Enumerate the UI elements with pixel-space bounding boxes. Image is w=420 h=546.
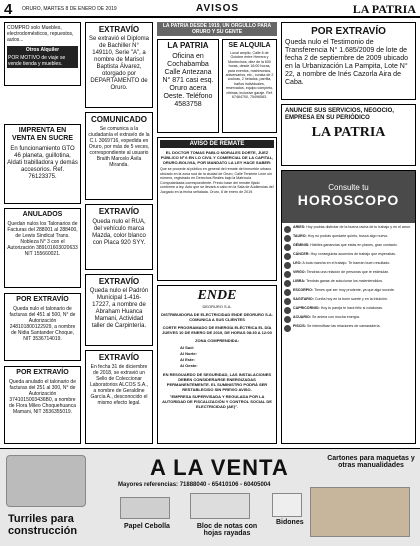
- horoscope-sign-name: TAURO:: [293, 234, 307, 238]
- extravio-testimonio-body: Queda nulo el Testimonio de Transferencia N° 1.685/2009 de lote de fecha 2 de septiembre de 2009 ubicado en la Urbanización La Pampita, Lote N° 22, a nombre de Inés Cazorla Aira de Caba.: [285, 39, 408, 86]
- anulados-ad: [4, 208, 81, 288]
- patria-office-title: LA PATRIA: [167, 41, 209, 50]
- section-title: AVISOS: [196, 3, 240, 14]
- anulados-body: Quedan nulos los Talonarios de Facturas del 288001 al 288400, de Lewis Sindicat Trans. Nobleza N° 3 con el Autorización 389101603020633 NIT 155660021.: [7, 221, 78, 257]
- otros-title: Otros Alquiler: [7, 46, 78, 54]
- horoscope-block: [281, 170, 416, 444]
- venta-item-papel: Papel Cebolla: [124, 523, 170, 530]
- zodiac-icon: [284, 289, 291, 296]
- horoscope-sign-text: [293, 297, 388, 301]
- horoscope-sign: [284, 306, 413, 314]
- aviso-remate: [157, 137, 277, 281]
- zodiac-icon: [284, 262, 291, 269]
- bloc-image: [190, 493, 250, 519]
- header-date: ORURO, MARTES 8 DE ENERO DE 2019: [22, 6, 117, 12]
- horoscope-sign-name: CÁNCER:: [293, 252, 310, 256]
- extravio-sello-body: En fecha 31 de diciembre de 2018, se extravió un Sello de Coleccionar Laboratorios ALCOS S.A., a nombre de Geraldine García A., desconocido el mismo efecto legal.: [89, 364, 149, 406]
- alquila-ad: [222, 39, 277, 133]
- ende-al-norte: Al Norte:: [180, 351, 197, 356]
- ende-al-oeste: Al Oeste:: [180, 363, 198, 368]
- horoscope-sign-name: ARIES:: [293, 225, 306, 229]
- horoscope-sign-text: [293, 234, 388, 238]
- extravio-diploma-body: Se extravió el Diploma de Bachiller N° 149110, Serie "A", a nombre de Marisol Baptista Álvarez, otorgado por DEPARTAMENTO de Oruro.: [88, 36, 150, 91]
- zodiac-icon: [284, 226, 291, 233]
- horoscope-sign: [284, 297, 413, 305]
- horoscope-sign-text: [293, 252, 396, 256]
- venta-ad: [0, 448, 420, 546]
- promo-brand: LA PATRIA: [311, 125, 386, 140]
- comunicado-body: Se comunica a la ciudadanía el extravío de la C.I. 3069716, expedida en Oruro, por más de 5 veces, correspondiente al usuario Braith Marcelo Ávila Miranda.: [88, 126, 150, 168]
- bidones-image: [272, 493, 302, 517]
- ende-note: EN RESGUARDO DE SEGURIDAD, LAS INSTALACIONES DEBEN CONSIDERARSE ENERGIZADAS PERMANENTEMENTE. EL SUMINISTRO PODRÁ SER RESTABLECIDO SIN PREVIO AVISO.: [162, 372, 272, 392]
- aviso-remate-heading: EL DOCTOR TOMAS PABLO MORALES DORTE, JUEZ PÚBLICO Nº 6 EN LO CIVIL Y COMERCIAL DE LA CAPITAL, ORURO-BOLIVIA, POR MANDATO LA LEY HACE SABER:: [160, 150, 274, 165]
- extravio-title-1: POR EXTRAVÍO: [16, 296, 69, 303]
- horoscope-title: HOROSCOPO: [297, 192, 400, 208]
- extravio-ad-2: [4, 366, 81, 444]
- imprenta-title: IMPRENTA EN VENTA EN SUCRE: [11, 127, 74, 142]
- comunicado-title: COMUNICADO: [91, 115, 147, 124]
- zodiac-icon: [284, 235, 291, 242]
- horoscope-list: [282, 223, 415, 335]
- horoscope-sign-desc: Hoy no podrás quedarte quieto, busca algo nuevo.: [307, 234, 389, 238]
- horoscope-sign: [284, 234, 413, 242]
- horoscope-sign-name: LEO:: [293, 261, 302, 265]
- patria-banner: LA PATRIA DESDE 1919, UN ORGULLO PARA ORURO Y SU GENTE: [157, 22, 277, 36]
- ende-notice: [157, 285, 277, 444]
- horoscope-sign-name: ESCORPIO:: [293, 288, 314, 292]
- horoscope-sign-desc: Tienes que ser muy prudente, ya que algo sucede.: [314, 288, 395, 292]
- aviso-remate-title: AVISO DE REMATE: [160, 140, 274, 148]
- extravio-title-2: POR EXTRAVÍO: [16, 369, 69, 376]
- extravio-rua-body: Queda nulo el RUA, del vehículo marca Mazda, color blanco con Placa 920 SYY.: [92, 219, 146, 246]
- horoscope-sign: [284, 288, 413, 296]
- patria-office-ad: [157, 39, 219, 133]
- extravio-testimonio-title: POR EXTRAVÍO: [311, 26, 386, 37]
- cartones-image: [310, 487, 410, 537]
- horoscope-sign-text: [293, 261, 390, 265]
- ende-slogan: "EMPRESA SUPERVISADA Y REGULADA POR LA AUTORIDAD DE FISCALIZACIÓN Y CONTROL SOCIAL DE ELECTRICIDAD (AE)".: [162, 394, 272, 409]
- horoscope-sign-name: LIBRA:: [293, 279, 306, 283]
- zodiac-icon: [284, 280, 291, 287]
- extravio-sello: [85, 350, 153, 444]
- horoscope-sign-desc: Hoy conseguirás acuerdos de trabajo que esperabas.: [310, 252, 396, 256]
- extravio-padron: [85, 274, 153, 346]
- horoscope-sign: [284, 243, 413, 251]
- horoscope-sign: [284, 324, 413, 332]
- aviso-remate-body: Que se procede al público en general del remate del inmueble urbano ubicado en la zona sud de la ciudad de Oruro, Calle Teniente León sin número, registrado en Derechos Reales bajo la Matrícula Computarizada correspondiente. Precio base del remate fijado conforme a ley. Acto que se llevará a cabo en la Sala de Audiencias del Juzgado en la fecha señalada. Oruro, 8 de enero de 2019.: [160, 167, 274, 194]
- anulados-title: ANULADOS: [22, 211, 63, 218]
- venta-item-cartones: Cartones para maquetas y otras manualidades: [327, 455, 415, 469]
- extravio-padron-title: EXTRAVÍO: [98, 277, 140, 286]
- extravio-rua-title: EXTRAVÍO: [98, 207, 140, 216]
- horoscope-sign-desc: Hoy podrás disfrutar de la buena racha de tu trabajo y en el amor.: [306, 225, 411, 229]
- ende-line1: DISTRIBUIDORA DE ELECTRICIDAD ENDE DEORURO S.A. COMUNICA A SUS CLIENTES: [161, 312, 273, 322]
- horoscope-header: [282, 171, 415, 223]
- horoscope-sign-name: VIRGO:: [293, 270, 306, 274]
- extravio-padron-body: Queda nulo el Padrón Municipal 1-416-17227, a nombre de Abraham Huanca Mamani, Actividad taller de Carpintería.: [89, 288, 149, 329]
- zodiac-icon: [284, 316, 291, 323]
- zodiac-icon: [284, 298, 291, 305]
- extravio-diploma: [85, 22, 153, 108]
- horoscope-sign-desc: Se intensifican las relaciones de camaradería.: [306, 324, 381, 328]
- page-number: 4: [4, 1, 13, 18]
- zodiac-icon: [284, 325, 291, 332]
- promo-line: ANUNCIE SUS SERVICIOS, NEGOCIO, EMPRESA EN SU PERIÓDICO: [285, 108, 394, 121]
- horoscope-sign: [284, 252, 413, 260]
- horoscope-sign-text: [293, 324, 381, 328]
- horoscope-sign-desc: Hoy tu pareja te hará feliz si colaboras.: [320, 306, 383, 310]
- horoscope-sign: [284, 279, 413, 287]
- zodiac-icon: [284, 253, 291, 260]
- promo-ad: [281, 104, 416, 166]
- zodiac-icon: [284, 307, 291, 314]
- extravio-sello-title: EXTRAVÍO: [98, 353, 140, 362]
- alquila-title: SE ALQUILA: [228, 42, 271, 49]
- brand-logo: LA PATRIA: [352, 2, 416, 16]
- page-header: [0, 0, 420, 18]
- venta-item-bloc: Bloc de notas con hojas rayadas: [196, 523, 258, 537]
- ende-line2: CORTE PROGRAMADO DE ENERGÍA ELÉCTRICA EL DÍA JUEVES 10 DE ENERO DE 2019, DE HORAS 08:30 A 12:00: [162, 325, 272, 335]
- turriles-image: [6, 455, 86, 507]
- ende-al-sud: Al Sud:: [180, 345, 194, 350]
- extravio-testimonio: [281, 22, 416, 100]
- comunicado-ad: [85, 112, 153, 200]
- patria-office-body: Oficina en Cochabamba Calle Antezana N° 871 casi esq. Oruro acera Oeste. Teléfono 4583758: [162, 53, 214, 108]
- extravio-body-2: Queda anulado el talonario de facturas del 251 al 300, N° de Autorización 3741015003436B0, a nombre de Flora Mileo Choquehuanca Mamani, NIT 3536355019.: [9, 379, 76, 415]
- horoscope-sign-text: [293, 306, 383, 310]
- classified-block: [4, 22, 81, 86]
- horoscope-sign-desc: A toda marcha en el trabajo. Te traerán buen resultado.: [302, 261, 391, 265]
- venta-title: A LA VENTA: [150, 455, 289, 480]
- horoscope-sign: [284, 261, 413, 269]
- horoscope-pre: Consulte tu: [328, 183, 369, 192]
- extravio-rua: [85, 204, 153, 270]
- extravio-body-1: Queda nulo el talonario de facturas del 451 al 500, N° de Autorización 248101800122929, a nombre de Nidia Santander Choque, NIT 3536714019.: [9, 306, 76, 342]
- horoscope-sign-text: [293, 270, 389, 274]
- horoscope-sign: [284, 225, 413, 233]
- horoscope-sign: [284, 270, 413, 278]
- ende-zona: ZONA COMPRENDIDA:: [195, 338, 239, 343]
- horoscope-sign-desc: Confía hoy en la buen suerte y en la intuición.: [314, 297, 388, 301]
- extravio-ad-1: [4, 293, 81, 361]
- classified-text: COMPRO solo Muebles, electrodomésticos, repuestos, autos...: [7, 25, 74, 43]
- venta-refs: Mayores referencias: 71888040 - 65410106 - 60405004: [118, 482, 271, 488]
- otros-text: POR MOTIVO de viaje se vende tienda y muebles.: [7, 54, 78, 68]
- horoscope-sign: [284, 315, 413, 323]
- horoscope-sign-desc: Tendrás una relación de personas que te estimulan.: [306, 270, 390, 274]
- extravio-diploma-title: EXTRAVÍO: [98, 25, 140, 34]
- horoscope-sign-desc: Tendrás ganas de solucionar los malentendidos.: [306, 279, 384, 283]
- horoscope-sign-text: [293, 279, 383, 283]
- ende-al-este: Al Este:: [180, 357, 195, 362]
- imprenta-body: En funcionamiento GTO 46 planeta, guillotina, Aldati trabilladora y demás accesorios. Ref. 76123375.: [7, 146, 78, 180]
- horoscope-sign-text: [293, 225, 411, 229]
- horoscope-sign-name: CAPRICORNIO:: [293, 306, 320, 310]
- horoscope-sign-name: GÉMINIS:: [293, 243, 310, 247]
- venta-item-turriles: Turriles para construcción: [8, 513, 78, 537]
- horoscope-sign-desc: Se anima con mucha energía.: [311, 315, 360, 319]
- horoscope-sign-text: [293, 243, 398, 247]
- papel-image: [120, 497, 170, 519]
- horoscope-sign-text: [293, 315, 360, 319]
- ende-logo: ENDE: [197, 288, 237, 303]
- horoscope-sign-text: [293, 288, 395, 292]
- horoscope-sign-desc: Hábiles ganancias que estás en planes, gran contacto.: [310, 243, 398, 247]
- venta-item-bidones: Bidones: [276, 519, 304, 526]
- horoscope-sign-name: SAGITARIO:: [293, 297, 314, 301]
- imprenta-ad: [4, 124, 81, 204]
- horoscope-sign-name: PISCIS:: [293, 324, 306, 328]
- alquila-body: Local amplio, Calle 6 de Octubre entre Herrera y Montecinos, diez de la 600 horas, desde 16:00 horas, para eventos, matrimonios, aniversarios, etc., consta de 2 cocinas, 2 helados, parrilla, baños individuales, reservados, equipo completo, vitrinas, inclusive garaje. Ref. 67464700, 75496583.: [225, 51, 274, 100]
- horoscope-sign-name: ACUARIO:: [293, 315, 311, 319]
- ende-sub: DEORURO S.A.: [202, 304, 232, 309]
- zodiac-icon: [284, 244, 291, 251]
- zodiac-icon: [284, 271, 291, 278]
